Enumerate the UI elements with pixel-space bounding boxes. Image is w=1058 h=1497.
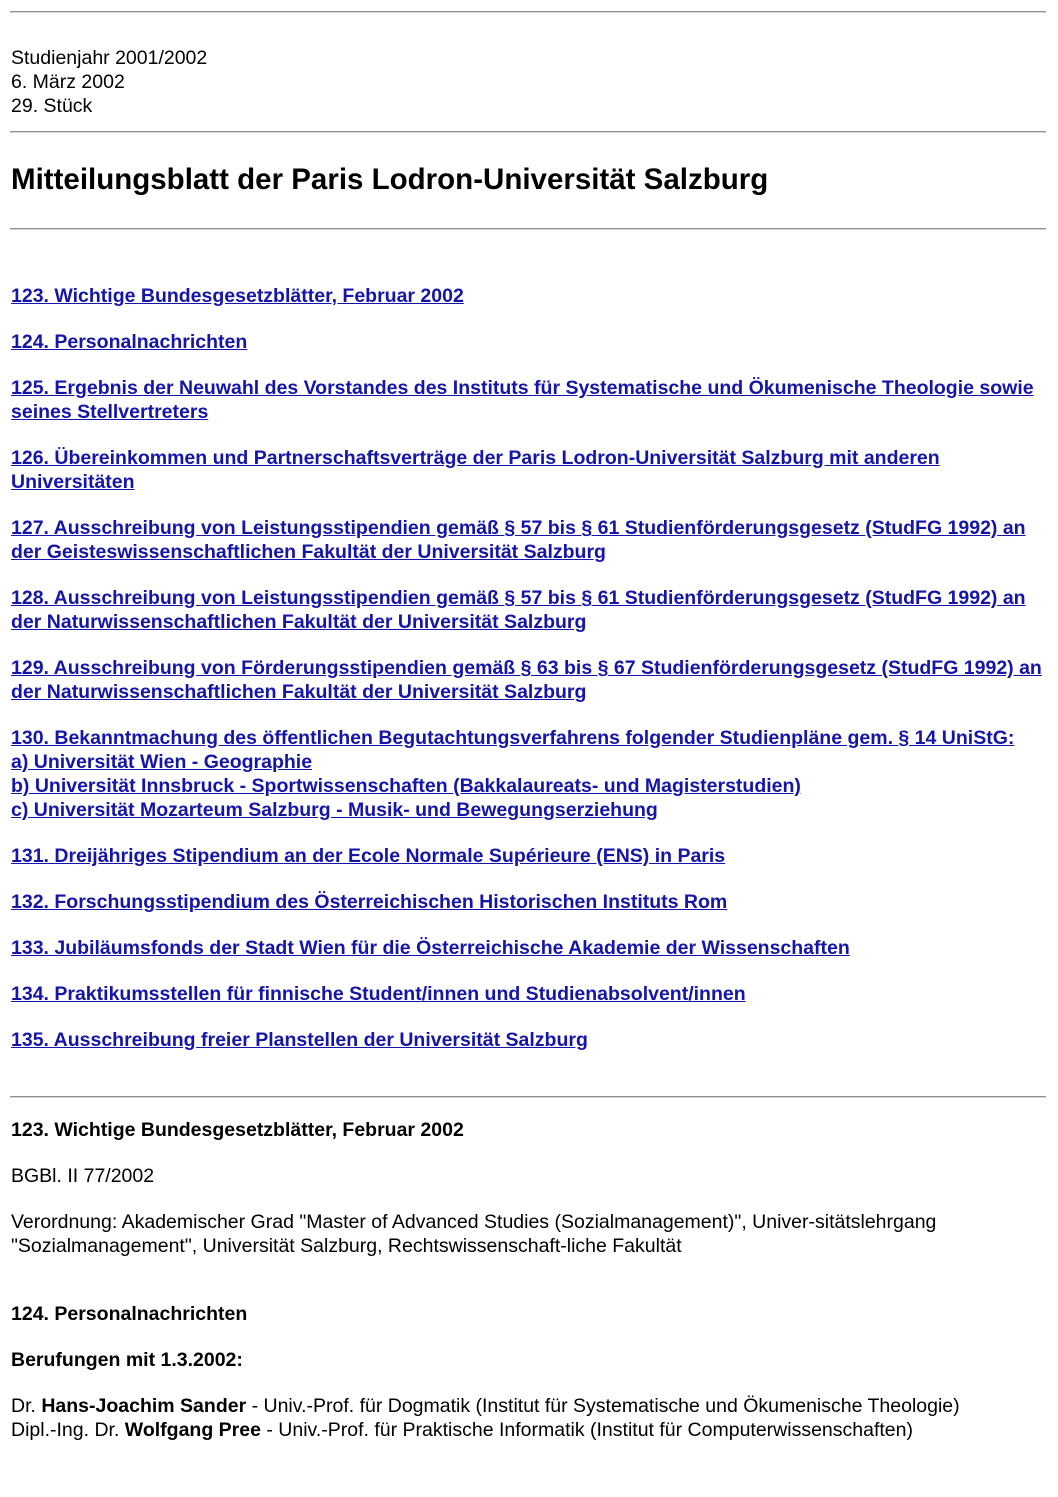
- toc-rule: [10, 1096, 1046, 1098]
- toc-link-129[interactable]: 129. Ausschreibung von Förderungsstipendien gemäß § 63 bis § 67 Studienförderungsgesetz (StudFG 1992) an der Naturwissenschaftlichen Fakultät der Universität Salzburg: [11, 657, 1042, 703]
- toc-item: [11, 890, 1047, 914]
- top-rule: [10, 11, 1046, 13]
- section-123: [11, 1118, 1047, 1258]
- toc-link-132[interactable]: 132. Forschungsstipendium des Österreichischen Historischen Instituts Rom: [11, 891, 728, 913]
- title-rule: [10, 228, 1046, 230]
- toc-link-128[interactable]: 128. Ausschreibung von Leistungsstipendien gemäß § 57 bis § 61 Studienförderungsgesetz (StudFG 1992) an der Naturwissenschaftlichen Fakultät der Universität Salzburg: [11, 587, 1026, 633]
- toc-item: [11, 844, 1047, 868]
- toc-link-125[interactable]: 125. Ergebnis der Neuwahl des Vorstandes des Instituts für Systematische und Ökumenische Theologie sowie seines Stellvertreters: [11, 377, 1034, 423]
- entry-rest: - Univ.-Prof. für Dogmatik (Institut für Systematische und Ökumenische Theologie): [246, 1395, 960, 1417]
- toc-item: [11, 284, 1047, 308]
- toc-link-130[interactable]: 130. Bekanntmachung des öffentlichen Begutachtungsverfahrens folgender Studienpläne gem. § 14 UniStG:: [11, 727, 1015, 749]
- toc-item: [11, 516, 1047, 564]
- toc-item: [11, 376, 1047, 424]
- section-124: [11, 1302, 1047, 1442]
- section-123-text: Verordnung: Akademischer Grad "Master of Advanced Studies (Sozialmanagement)", Univer-sitätslehrgang "Sozialmanagement", Universität Salzburg, Rechtswissenschaft-liche Fakultät: [11, 1211, 937, 1257]
- entry-prefix: Dr.: [11, 1395, 42, 1417]
- toc-item: [11, 330, 1047, 354]
- section-123-bgbl: BGBl. II 77/2002: [11, 1165, 155, 1187]
- toc-link-131[interactable]: 131. Dreijähriges Stipendium an der Ecole Normale Supérieure (ENS) in Paris: [11, 845, 726, 867]
- section-124-heading: 124. Personalnachrichten: [11, 1303, 248, 1325]
- entry-name: Hans-Joachim Sander: [41, 1395, 247, 1417]
- toc-link-133[interactable]: 133. Jubiläumsfonds der Stadt Wien für die Österreichische Akademie der Wissenschaften: [11, 937, 850, 959]
- toc-link-135[interactable]: 135. Ausschreibung freier Planstellen der Universität Salzburg: [11, 1029, 588, 1051]
- toc-link-127[interactable]: 127. Ausschreibung von Leistungsstipendien gemäß § 57 bis § 61 Studienförderungsgesetz (StudFG 1992) an der Geisteswissenschaftlichen Fakultät der Universität Salzburg: [11, 517, 1026, 563]
- appointment-entry: [11, 1394, 1047, 1418]
- toc-link-126[interactable]: 126. Übereinkommen und Partnerschaftsverträge der Paris Lodron-Universität Salzburg mit anderen Universitäten: [11, 447, 940, 493]
- appointment-entry: [11, 1418, 1047, 1442]
- toc-item: [11, 656, 1047, 704]
- entry-name: Wolfgang Pree: [124, 1419, 261, 1441]
- header-rule: [10, 131, 1046, 133]
- issue-meta: [11, 46, 207, 118]
- toc-link-123[interactable]: 123. Wichtige Bundesgesetzblätter, Februar 2002: [11, 285, 464, 307]
- page-title: Mitteilungsblatt der Paris Lodron-Universität Salzburg: [11, 163, 769, 196]
- toc-link-134[interactable]: 134. Praktikumsstellen für finnische Student/innen und Studienabsolvent/innen: [11, 983, 746, 1005]
- toc-item: [11, 586, 1047, 634]
- toc-item: [11, 982, 1047, 1006]
- issue-number: 29. Stück: [11, 95, 93, 117]
- toc-item: [11, 726, 1047, 822]
- section-123-heading: 123. Wichtige Bundesgesetzblätter, Februar 2002: [11, 1119, 464, 1141]
- toc-item: [11, 446, 1047, 494]
- section-124-subheading: Berufungen mit 1.3.2002:: [11, 1349, 243, 1371]
- entry-prefix: Dipl.-Ing. Dr.: [11, 1419, 125, 1441]
- toc-link-130a[interactable]: a) Universität Wien - Geographie: [11, 751, 313, 773]
- toc-link-130c[interactable]: c) Universität Mozarteum Salzburg - Musik- und Bewegungserziehung: [11, 799, 658, 821]
- toc-link-130b[interactable]: b) Universität Innsbruck - Sportwissenschaften (Bakkalaureats- und Magisterstudien): [11, 775, 801, 797]
- entry-rest: - Univ.-Prof. für Praktische Informatik (Institut für Computerwissenschaften): [260, 1419, 913, 1441]
- toc-item: [11, 936, 1047, 960]
- issue-date: 6. März 2002: [11, 71, 125, 93]
- table-of-contents: [11, 284, 1047, 1074]
- toc-item: [11, 1028, 1047, 1052]
- toc-link-124[interactable]: 124. Personalnachrichten: [11, 331, 248, 353]
- academic-year: Studienjahr 2001/2002: [11, 47, 208, 69]
